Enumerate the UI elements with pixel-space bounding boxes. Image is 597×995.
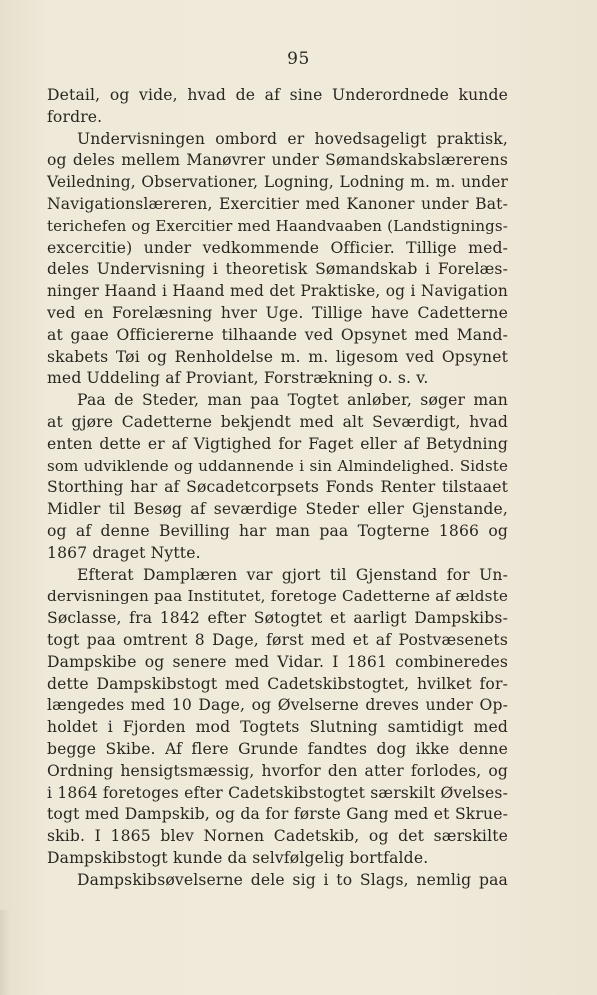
- text-line: ved en Forelæsning hver Uge. Tillige have Cadetterne: [47, 303, 508, 322]
- page-edge-shadow: [0, 910, 10, 995]
- body-text: [47, 85, 508, 891]
- text-line: togt med Dampskib, og da for første Gang med et Skrue-: [47, 805, 508, 824]
- text-line: begge Skibe. Af flere Grunde fandtes dog ikke denne: [47, 739, 508, 758]
- text-line: Midler til Besøg af seværdige Steder eller Gjenstande,: [47, 500, 508, 519]
- text-line: skabets Tøi og Renholdelse m. m. ligesom ved Opsynet: [47, 347, 508, 366]
- text-line: som udviklende og uddannende i sin Almindelighed. Sidste: [47, 456, 508, 475]
- text-line: Dampskibe og senere med Vidar. I 1861 combineredes: [47, 652, 508, 671]
- text-line: Detail, og vide, hvad de af sine Underordnede kunde: [47, 86, 508, 104]
- text-line: Paa de Steder, man paa Togtet anløber, søger man: [77, 391, 508, 410]
- text-line: 1867 draget Nytte.: [47, 543, 201, 562]
- text-line: deles Undervisning i theoretisk Sømandskab i Forelæs-: [47, 260, 508, 279]
- text-line: Navigationslæreren, Exercitier med Kanoner under Bat-: [47, 194, 508, 213]
- text-line: Efterat Damplæren var gjort til Gjenstand for Un-: [77, 565, 508, 584]
- text-line: dervisningen paa Institutet, foretoge Cadetterne af ældste: [47, 587, 508, 606]
- text-line: i 1864 foretoges efter Cadetskibstogtet særskilt Øvelses-: [47, 783, 508, 802]
- text-line: med Uddeling af Proviant, Forstrækning o. s. v.: [47, 369, 429, 388]
- text-line: og deles mellem Manøvrer under Sømandskabslærerens: [47, 151, 508, 170]
- text-line: længedes med 10 Dage, og Øvelserne dreves under Op-: [47, 696, 508, 715]
- text-line: Dampskibstogt kunde da selvfølgelig bortfalde.: [47, 848, 429, 867]
- text-line: holdet i Fjorden mod Togtets Slutning samtidigt med: [47, 718, 508, 737]
- text-line: Storthing har af Søcadetcorpsets Fonds Renter tilstaaet: [47, 478, 508, 497]
- page-number: 95: [287, 49, 310, 69]
- text-line: at gjøre Cadetterne bekjendt med alt Seværdigt, hvad: [47, 412, 508, 431]
- text-line: excercitie) under vedkommende Officier. Tillige med-: [47, 238, 508, 257]
- text-line: Undervisningen ombord er hovedsageligt praktisk,: [77, 129, 508, 148]
- text-line: skib. I 1865 blev Nornen Cadetskib, og det særskilte: [47, 827, 508, 846]
- text-line: fordre.: [47, 107, 103, 126]
- text-line: Veiledning, Observationer, Logning, Lodning m. m. under: [47, 173, 508, 192]
- text-line: Dampskibsøvelserne dele sig i to Slags, nemlig paa: [77, 870, 508, 889]
- text-line: dette Dampskibstogt med Cadetskibstogtet, hvilket for-: [47, 674, 508, 693]
- text-line: at gaae Officiererne tilhaande ved Opsynet med Mand-: [47, 325, 508, 344]
- text-line: og af denne Bevilling har man paa Togterne 1866 og: [47, 521, 508, 540]
- text-line: Søclasse, fra 1842 efter Søtogtet et aarligt Dampskibs-: [47, 609, 508, 628]
- text-line: Ordning hensigtsmæssig, hvorfor den atter forlodes, og: [47, 761, 508, 780]
- text-line: terichefen og Exercitier med Haandvaaben (Landstignings-: [47, 216, 508, 235]
- text-line: ninger Haand i Haand med det Praktiske, og i Navigation: [47, 282, 508, 301]
- text-line: enten dette er af Vigtighed for Faget eller af Betydning: [47, 434, 508, 453]
- text-line: togt paa omtrent 8 Dage, først med et af Postvæsenets: [47, 630, 508, 649]
